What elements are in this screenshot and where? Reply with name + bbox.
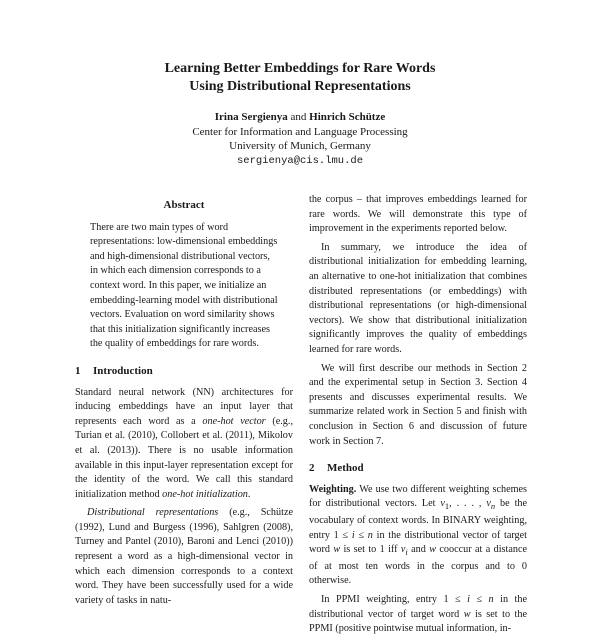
ppmi-math-n: n xyxy=(488,593,494,605)
ppmi-text-c: in the distributional vector of target word xyxy=(309,593,527,620)
math-n: n xyxy=(367,529,373,541)
weighting-run-head: Weighting. xyxy=(309,483,357,495)
math-sub-n: n xyxy=(490,501,496,512)
weighting-paragraph xyxy=(309,483,527,589)
math-v: v xyxy=(440,498,445,510)
right-paragraph-0: the corpus – that improves embeddings learned for rare words. We will demonstrate this type of improvement in the experiments reported below. xyxy=(309,194,527,235)
intro-paragraph-1 xyxy=(75,386,293,503)
math-i: i xyxy=(351,529,355,541)
math-ellipsis: , . . . , xyxy=(449,498,487,510)
institution: University of Munich, Germany xyxy=(229,140,371,152)
weighting-text-7: cooccur at a distance of at most ten words in the corpus and to 0 otherwise. xyxy=(309,544,528,587)
email: sergienya@cis.lmu.de xyxy=(236,154,364,167)
ppmi-text-d: is set to the PPMI (positive pointwise mutual information, in- xyxy=(309,608,527,635)
author-line xyxy=(0,110,600,125)
paper-title xyxy=(0,60,600,96)
affiliation: Center for Information and Language Processing xyxy=(192,125,408,138)
math-sub-i: i xyxy=(405,547,408,558)
ppmi-math-w: w xyxy=(463,608,471,620)
right-paragraph-2: We will first describe our methods in Section 2 and the experimental setup in Section 3. Section 4 presents and discusses experimental results. We summarize related work in Section 5 and finish with conclusion in Section 6 and discussion of future work in Section 7. xyxy=(309,362,527,447)
ppmi-text-b: ≤ xyxy=(469,593,489,605)
intro-paragraph-2 xyxy=(75,506,293,608)
title-line-2: Using Distributional Representations xyxy=(189,79,411,94)
weighting-text-4: in the distributional vector of target word xyxy=(309,529,528,556)
section-1-number: 1 xyxy=(75,364,81,377)
right-paragraph-1: In summary, we introduce the idea of distributional initialization for embedding learning, an alternative to one-hot initialization that combines distributed representations (or embeddings) with distributional representations (or high-dimensional vectors). We show that distributional initialization significantly improves the quality of embeddings learned for rare words. xyxy=(309,241,527,355)
weighting-text-1: We use two different weighting schemes for distributional vectors. Let xyxy=(309,483,527,510)
title-line-1: Learning Better Embeddings for Rare Words xyxy=(164,61,436,76)
section-1-heading xyxy=(75,364,293,379)
section-2-number: 2 xyxy=(309,462,315,475)
intro-p1-text-b: (e.g., Turian et al. (2010), Collobert et al. (2011), Mikolov et al. (2013)). There is no usable information available in this input-layer representation except for the identity of the word. We call this standard initialization method xyxy=(75,415,293,500)
weighting-text-2: be the vocabulary of context words. In BINARY weighting, entry 1 ≤ xyxy=(309,498,528,541)
math-v-i: v xyxy=(400,544,406,556)
intro-p1-text-a: Standard neural network (NN) architectures for inducing embeddings have an input layer that represents each word as a xyxy=(75,386,293,427)
left-column xyxy=(75,195,293,608)
intro-p2-text: (e.g., Schütze (1992), Lund and Burgess (1996), Sahlgren (2008), Turney and Pantel (2010), Baroni and Lenci (2010)) represent a word as a high-dimensional vector in which each dimension corresponds to a context word. They have been successfully used for a wide variety of tasks in natu- xyxy=(75,507,293,606)
ppmi-math-i: i xyxy=(467,593,470,605)
math-w: w xyxy=(333,544,341,556)
weighting-text-5: is set to 1 iff xyxy=(340,544,401,556)
intro-p1-text-c: . xyxy=(247,488,251,500)
right-column xyxy=(309,193,527,637)
author-conjunction: and xyxy=(287,111,310,123)
weighting-text-3: ≤ xyxy=(354,529,368,541)
math-sub-1: 1 xyxy=(444,501,450,512)
author-1: Irina Sergienya xyxy=(214,111,288,123)
abstract-text: There are two main types of word representations: low-dimensional embeddings and high-dimensional distributional vectors, in which each dimension corresponds to a context word. In this paper, we initialize an embedding-learning model with distributional vectors. Evaluation on word similarity shows that this initialization significantly increases the quality of embeddings for rare words. xyxy=(90,221,278,350)
weighting-text-6: and xyxy=(407,544,430,556)
abstract-heading: Abstract xyxy=(163,199,205,211)
math-w-2: w xyxy=(429,544,437,556)
intro-p2-emphasis: Distributional representations xyxy=(87,507,219,519)
section-2-heading xyxy=(309,461,527,476)
section-1-title: Introduction xyxy=(93,364,153,377)
author-2: Hinrich Schütze xyxy=(309,111,386,123)
intro-p1-emphasis-2: one-hot initialization xyxy=(162,488,248,500)
ppmi-text-a: In PPMI weighting, entry 1 ≤ xyxy=(321,593,468,605)
paper-header xyxy=(0,60,600,168)
section-2-title: Method xyxy=(327,462,364,475)
math-v-n: v xyxy=(486,498,491,510)
intro-p1-emphasis-1: one-hot vector xyxy=(202,415,266,427)
ppmi-paragraph xyxy=(309,593,527,637)
author-block xyxy=(0,110,600,168)
